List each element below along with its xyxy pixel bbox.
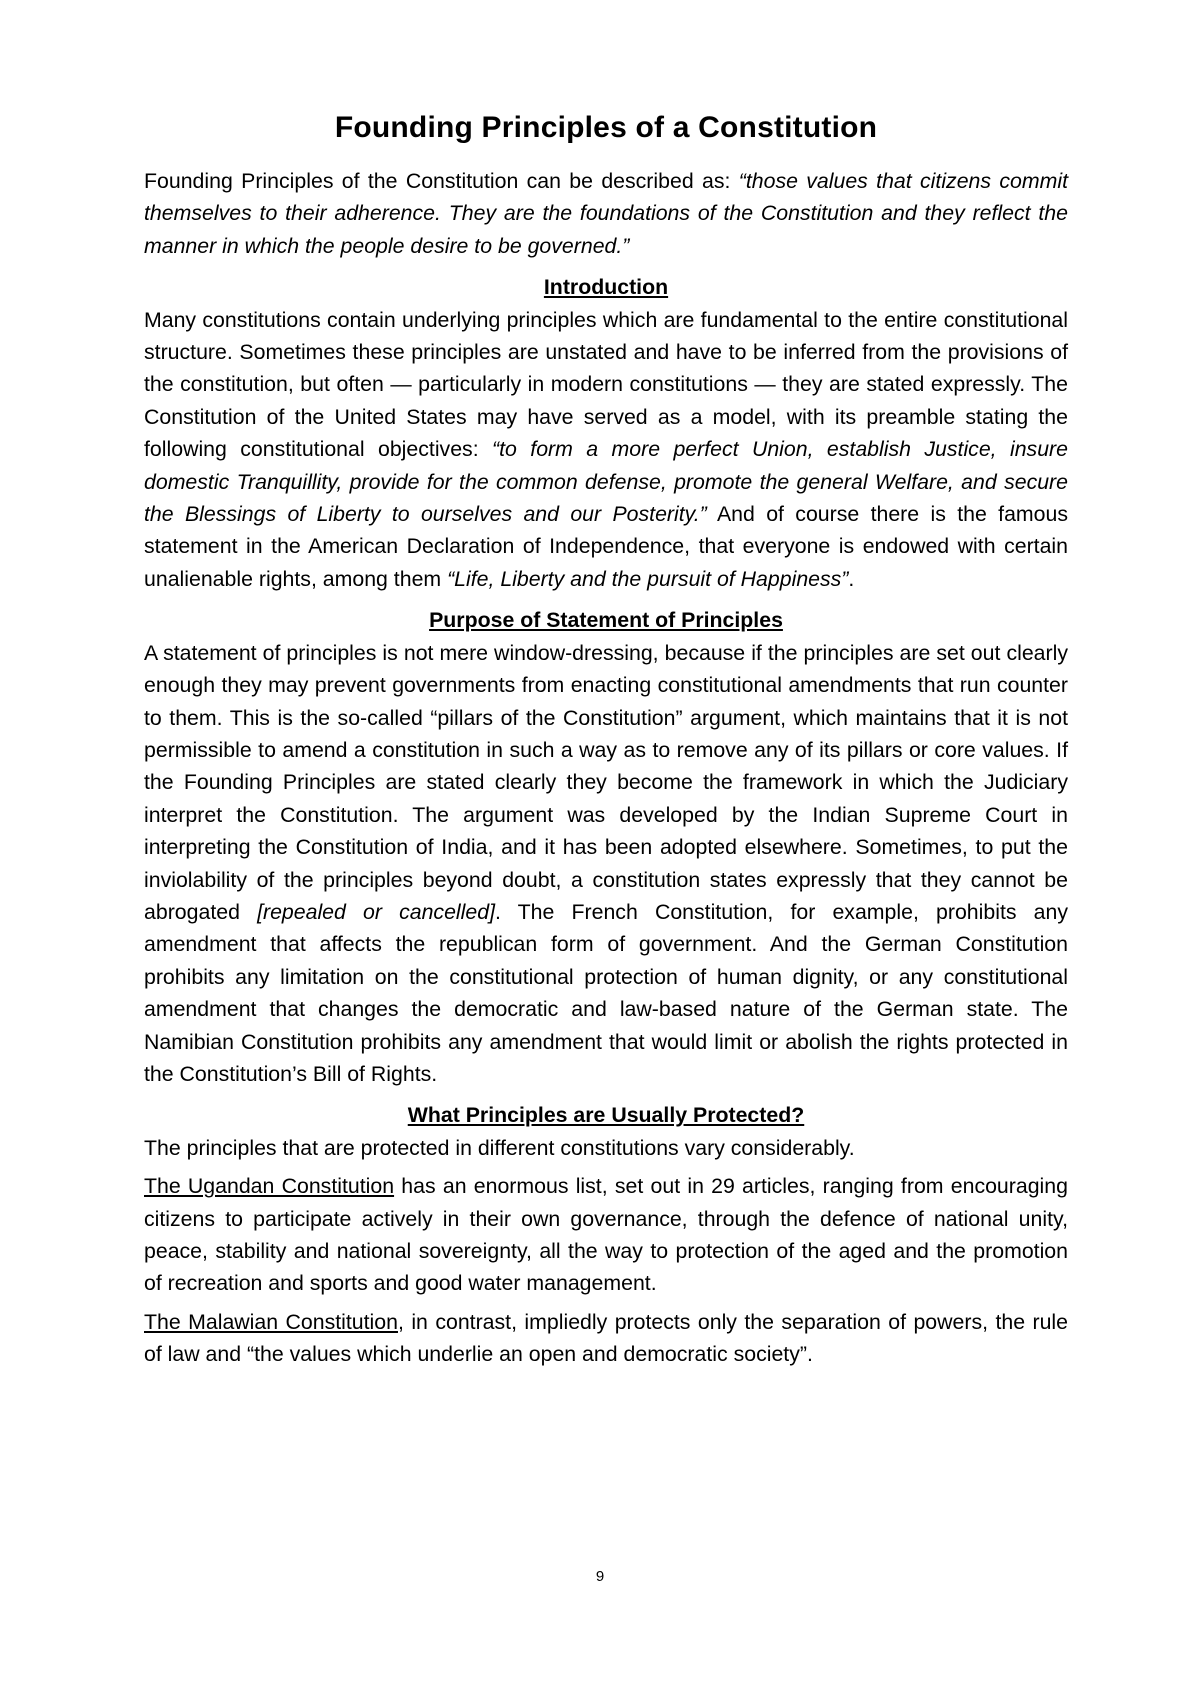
malawi-label: The Malawian Constitution bbox=[144, 1309, 398, 1334]
protected-heading: What Principles are Usually Protected? bbox=[407, 1103, 805, 1128]
uganda-label: The Ugandan Constitution bbox=[144, 1174, 395, 1199]
declaration-quote: “Life, Liberty and the pursuit of Happiness” bbox=[447, 566, 849, 591]
purpose-bracket-note: [repealed or cancelled] bbox=[257, 899, 495, 924]
purpose-heading: Purpose of Statement of Principles bbox=[429, 608, 783, 633]
purpose-text-1: A statement of principles is not mere window-dressing, because if the principles are set out clearly enough they may prevent governments from enacting constitutional amendments that run counter to them. This is the so-called “pillars of the Constitution” argument, which maintains that it is not permissible to amend a constitution in such a way as to remove any of its pillars or core values. If the Founding Principles are stated clearly they become the framework in which the Judiciary interpret the Constitution. The argument was developed by the Indian Supreme Court in interpreting the Constitution of India, and it has been adopted elsewhere. Sometimes, to put the inviolability of the principles beyond doubt, a constitution states expressly that they cannot be abrogated bbox=[144, 640, 1068, 924]
page-number: 9 bbox=[595, 1568, 605, 1585]
introduction-text-1: Many constitutions contain underlying principles which are fundamental to the entire constitutional structure. Sometimes these principles are unstated and have to be inferred from the provisions of the constitution, but often — particularly in modern constitutions — they are stated expressly. The Constitution of the United States may have served as a model, with its preamble stating the following constitutional objectives: bbox=[144, 307, 1068, 462]
document-page bbox=[144, 100, 1068, 1371]
uganda-paragraph bbox=[144, 1170, 1068, 1300]
definition-quote: “those values that citizens commit themselves to their adherence. They are the foundations of the Constitution and they reflect the manner in which the people desire to be governed.” bbox=[144, 169, 1068, 258]
malawi-paragraph bbox=[144, 1306, 1068, 1371]
protected-intro: The principles that are protected in different constitutions vary considerably. bbox=[144, 1135, 855, 1160]
definition-lead: Founding Principles of the Constitution can be described as: bbox=[144, 169, 739, 193]
malawi-text: , in contrast, impliedly protects only the separation of powers, the rule of law and “the values which underlie an open and democratic society”. bbox=[144, 1309, 1068, 1367]
introduction-text-3: . bbox=[848, 566, 855, 591]
page-title: Founding Principles of a Constitution bbox=[334, 111, 878, 144]
uganda-text: has an enormous list, set out in 29 articles, ranging from encouraging citizens to participate actively in their own governance, through the defence of national unity, peace, stability and national sovereignty, all the way to protection of the aged and the promotion of recreation and sports and good water management. bbox=[144, 1174, 1068, 1296]
purpose-paragraph bbox=[144, 637, 1068, 1091]
introduction-heading: Introduction bbox=[543, 275, 669, 300]
purpose-text-2: . The French Constitution, for example, prohibits any amendment that affects the republican form of government. And the German Constitution prohibits any limitation on the constitutional protection of human dignity, or any constitutional amendment that changes the democratic and law-based nature of the German state. The Namibian Constitution prohibits any amendment that would limit or abolish the rights protected in the Constitution’s Bill of Rights. bbox=[144, 899, 1068, 1086]
preamble-quote: “to form a more perfect Union, establish Justice, insure domestic Tranquillity, provide for the common defense, promote the general Welfare, and secure the Blessings of Liberty to ourselves and our Posterity.” bbox=[144, 437, 1068, 527]
definition-paragraph bbox=[144, 165, 1068, 262]
introduction-text-2: And of course there is the famous statement in the American Declaration of Independence, that everyone is endowed with certain unalienable rights, among them bbox=[144, 502, 1068, 591]
introduction-paragraph bbox=[144, 304, 1068, 596]
